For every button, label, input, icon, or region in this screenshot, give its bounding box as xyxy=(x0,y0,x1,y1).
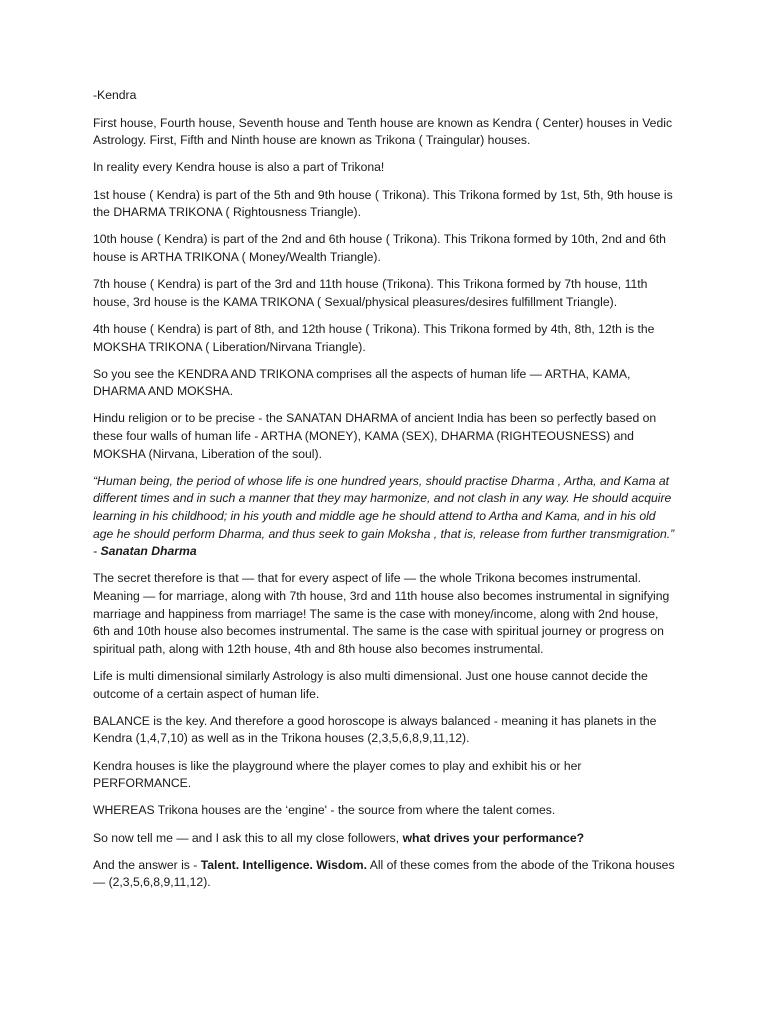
paragraph-dharma-trikona: 1st house ( Kendra) is part of the 5th and 9th house ( Trikona). This Trikona formed by 1st, 5th, 9th house is the DHARMA TRIKONA ( Rightousness Triangle). xyxy=(93,187,673,220)
paragraph-kendra-trikona-definition: First house, Fourth house, Seventh house and Tenth house are known as Kendra ( Center) houses in Vedic Astrology. First, Fifth and Ninth house are known as Trikona ( Traingular) houses. xyxy=(93,115,673,148)
answer-tail: All of these comes from the abode of the Trikona houses — (2,3,5,6,8,9,11,12). xyxy=(93,857,675,890)
paragraph-secret: The secret therefore is that — that for every aspect of life — the whole Trikona becomes instrumental. Meaning — for marriage, along with 7th house, 3rd and 11th house also becomes instrumental in signifying marriage and happiness from marriage! The same is the case with money/income, along with 2nd house, 6th and 10th house also becomes instrumental. The same is the case with spiritual journey or progress on spiritual path, along with 12th house, 4th and 8th house also becomes instrumental. xyxy=(93,571,670,656)
paragraph-question xyxy=(93,830,677,848)
quote-source: Sanatan Dharma xyxy=(100,544,197,559)
document-body xyxy=(93,87,677,901)
answer-bold: Talent. Intelligence. Wisdom. xyxy=(200,857,367,872)
paragraph-aspects-of-life: So you see the KENDRA AND TRIKONA comprises all the aspects of human life — ARTHA, KAMA, DHARMA AND MOKSHA. xyxy=(93,366,631,399)
paragraph-answer xyxy=(93,857,677,892)
question-lead: So now tell me — and I ask this to all my close followers, xyxy=(93,830,403,845)
quotation xyxy=(93,473,677,561)
paragraph-moksha-trikona: 4th house ( Kendra) is part of 8th, and 12th house ( Trikona). This Trikona formed by 4th, 8th, 12th is the MOKSHA TRIKONA ( Liberation/Nirvana Triangle). xyxy=(93,321,655,354)
paragraph-artha-trikona: 10th house ( Kendra) is part of the 2nd and 6th house ( Trikona). This Trikona formed by 10th, 2nd and 6th house is ARTHA TRIKONA ( Money/Wealth Triangle). xyxy=(93,232,666,264)
paragraph-kama-trikona: 7th house ( Kendra) is part of the 3rd and 11th house (Trikona). This Trikona formed by 7th house, 11th house, 3rd house is the KAMA TRIKONA ( Sexual/physical pleasures/desires fulfillment Triangle). xyxy=(93,277,648,309)
paragraph-multi-dimensional: Life is multi dimensional similarly Astrology is also multi dimensional. Just one house cannot decide the outcome of a certain aspect of human life. xyxy=(93,668,648,701)
question-bold: what drives your performance? xyxy=(402,830,585,845)
answer-lead: And the answer is - xyxy=(93,857,201,872)
section-heading: -Kendra xyxy=(93,88,137,102)
paragraph-kendra-part-of-trikona: In reality every Kendra house is also a part of Trikona! xyxy=(93,160,385,175)
paragraph-playground: Kendra houses is like the playground where the player comes to play and exhibit his or her PERFORMANCE. xyxy=(93,758,582,791)
quote-text: “Human being, the period of whose life is one hundred years, should practise Dharma , Artha, and Kama at different times and in such a manner that they may harmonize, and not clash in any way. He should acquire learning in his childhood; in his youth and middle age he should attend to Artha and Kama, and in his old age he should perform Dharma, and thus seek to gain Moksha , that is, release from further transmigration.” - xyxy=(93,473,675,559)
paragraph-balance: BALANCE is the key. And therefore a good horoscope is always balanced - meaning it has planets in the Kendra (1,4,7,10) as well as in the Trikona houses (2,3,5,6,8,9,11,12). xyxy=(93,713,657,746)
paragraph-sanatan-dharma: Hindu religion or to be precise - the SANATAN DHARMA of ancient India has been so perfectly based on these four walls of human life - ARTHA (MONEY), KAMA (SEX), DHARMA (RIGHTEOUSNESS) and MOKSHA (Nirvana, Liberation of the soul). xyxy=(93,411,657,461)
paragraph-engine: WHEREAS Trikona houses are the ‘engine' - the source from where the talent comes. xyxy=(93,803,556,818)
